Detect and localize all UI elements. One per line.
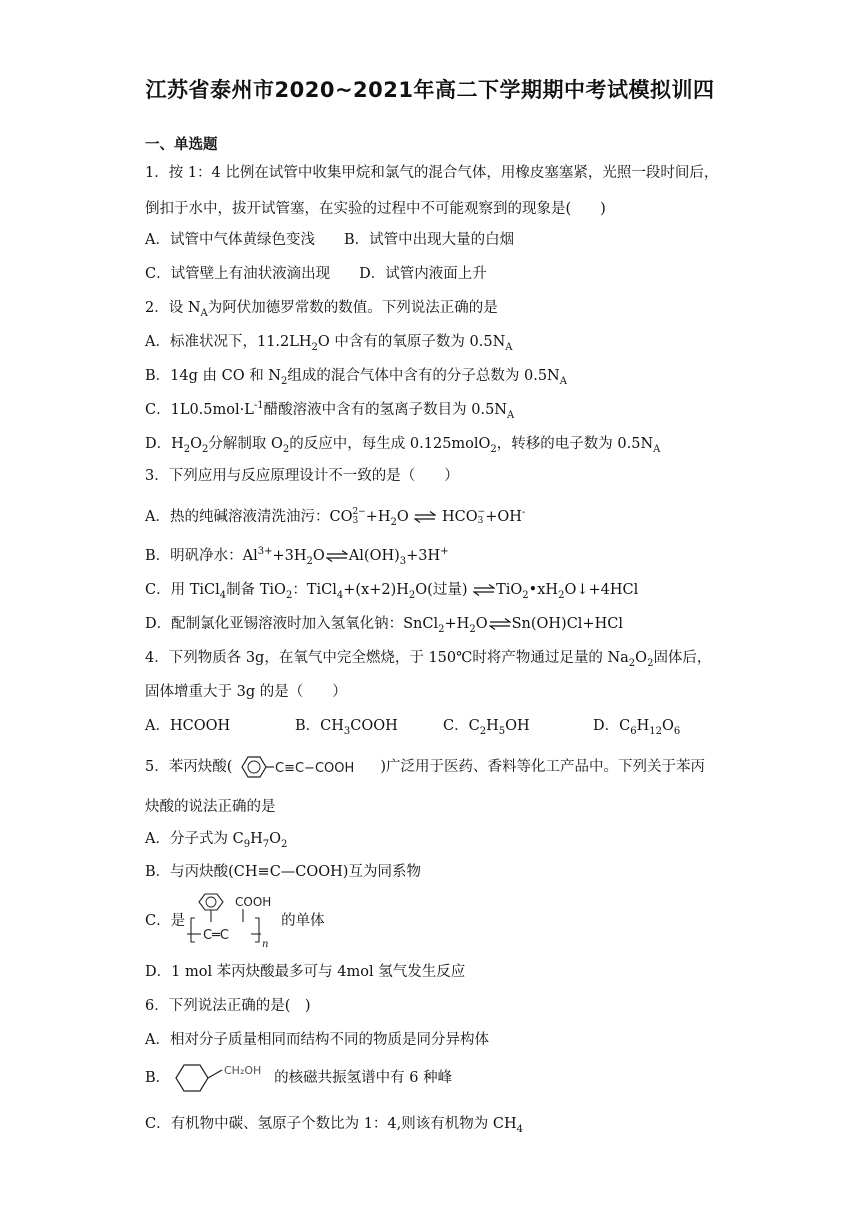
equilibrium-arrow-icon <box>414 511 436 523</box>
q6-stem: 6．下列说法正确的是( ) <box>145 998 311 1014</box>
q4-option-d: D．$C_6H_{12}O_6$ <box>593 718 681 737</box>
q2-stem: 2．设 $N_A$为阿伏加德罗常数的数值。下列说法正确的是 <box>145 300 498 319</box>
q1-stem-line1: 1．按 1：4 比例在试管中收集甲烷和氯气的混合气体，用橡皮塞塞紧，光照一段时间后， <box>145 165 719 181</box>
page-title: 江苏省泰州市2020~2021年高二下学期期中考试模拟训四 <box>145 78 715 102</box>
equilibrium-arrow-icon <box>489 618 511 630</box>
q5-stem-line2: 炔酸的说法正确的是 <box>145 799 276 815</box>
q5-stem-line1: 5．苯丙炔酸( C≡C−COOH )广泛用于医药、香料等化工产品中。下列关于苯丙 <box>145 754 705 780</box>
q1-option-a: A．试管中气体黄绿色变浅 <box>145 232 315 248</box>
cyclohexylmethanol-structure <box>170 1060 274 1096</box>
q4-option-c: C．$C_2H_5OH$ <box>443 718 530 737</box>
q4-stem-line1: 4．下列物质各 3g，在氧气中完全燃烧，于 150℃时将产物通过足量的 $Na_2O_2$固体后， <box>145 650 712 669</box>
svg-text:C≡C−COOH: C≡C−COOH <box>275 761 355 776</box>
svg-text:C═C: C═C <box>203 928 230 943</box>
q4-options <box>145 716 680 736</box>
q1-option-b: B．试管中出现大量的白烟 <box>343 232 515 248</box>
q1-options-cd <box>145 264 487 284</box>
q3-option-d: D．配制氯化亚锡溶液时加入氢氧化钠：$SnCl_2+H_2O$ Sn(OH)Cl+HCl <box>145 616 623 635</box>
q3-option-c: C．用 TiCl$_4$制备 TiO$_2$：$TiCl_4+(x+2)H_2O$(过量) $TiO_2•xH_2O↓+4HCl$ <box>145 582 639 601</box>
q6-option-b: B． CH₂OH 的核磁共振氢谱中有 6 种峰 <box>145 1060 452 1096</box>
q5-option-c: C．是 COOH C═C n 的单体 <box>145 892 325 950</box>
q4-stem-line2: 固体增重大于 3g 的是（ ） <box>145 684 347 700</box>
q3-option-b: B．明矾净水：$Al^{3+}+3H_2O$ $Al(OH)_3+3H^+$ <box>145 546 449 567</box>
q4-option-a: A．HCOOH <box>145 718 231 734</box>
polymer-structure <box>185 892 281 950</box>
q2-option-d: D．$H_2O_2$分解制取 $O_2$的反应中，每生成 0.125molO$_2$，转移的电子数为 $0.5N_A$ <box>145 436 661 455</box>
q5-option-d: D．1 mol 苯丙炔酸最多可与 4mol 氢气发生反应 <box>145 964 466 980</box>
svg-text:CH₂OH: CH₂OH <box>224 1064 262 1077</box>
q5-option-b: B．与丙炔酸(CH≡C—COOH)互为同系物 <box>145 864 421 880</box>
phenylpropiolic-acid-structure <box>232 754 380 780</box>
q3-option-a: A．热的纯碱溶液清洗油污：CO 2− 3 $+H_2O$ HCO − 3 +OH- <box>145 507 526 528</box>
q2-option-c: C．$1L0.5mol\cdot L^{-1}$醋酸溶液中含有的氢离子数目为 $0.5N_A$ <box>145 400 515 421</box>
equilibrium-arrow-icon <box>326 550 348 562</box>
equilibrium-arrow-icon <box>473 584 495 596</box>
section-heading: 一、单选题 <box>145 137 218 153</box>
q1-stem-line2: 倒扣于水中，拔开试管塞，在实验的过程中不可能观察到的现象是( ) <box>145 201 606 217</box>
q3-stem: 3．下列应用与反应原理设计不一致的是（ ） <box>145 468 459 484</box>
q2-option-b: B．14g 由 CO 和 $N_2$组成的混合气体中含有的分子总数为 $0.5N_A$ <box>145 368 567 387</box>
q2-option-a: A．标准状况下，$11.2LH_2O$ 中含有的氧原子数为 $0.5N_A$ <box>145 334 513 353</box>
q1-option-d: D．试管内液面上升 <box>359 266 487 282</box>
q5-option-a: A．分子式为 $C_9H_7O_2$ <box>145 831 288 850</box>
svg-text:n: n <box>262 939 269 950</box>
q1-options-ab <box>145 230 514 250</box>
q1-option-c: C．试管壁上有油状液滴出现 <box>145 266 331 282</box>
q4-option-b: B．$CH_3COOH$ <box>295 718 398 737</box>
q6-option-c: C．有机物中碳、氢原子个数比为 1：4,则该有机物为 $CH_4$ <box>145 1116 523 1135</box>
q6-option-a: A．相对分子质量相同而结构不同的物质是同分异构体 <box>145 1032 489 1048</box>
svg-text:COOH: COOH <box>235 895 272 909</box>
